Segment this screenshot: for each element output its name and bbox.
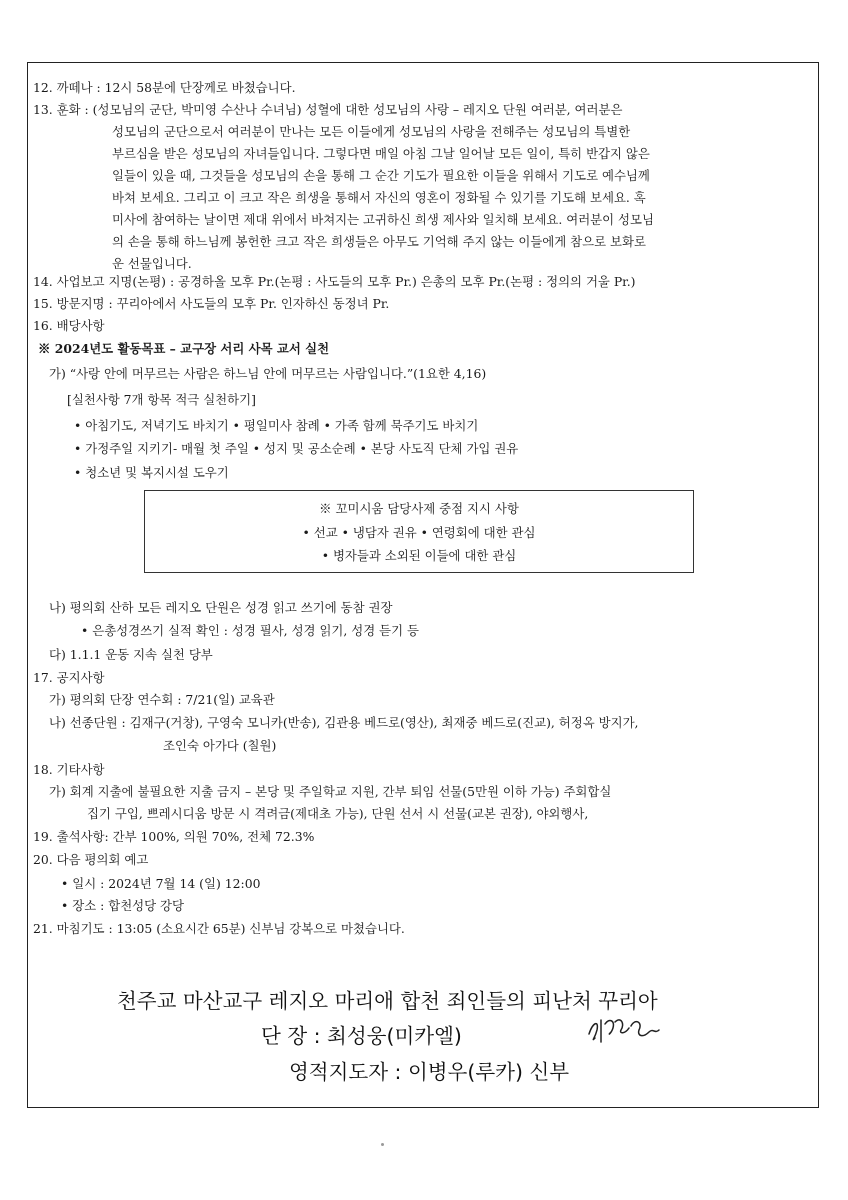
box-line: • 선교 • 냉담자 권유 • 연령회에 대한 관심 — [302, 525, 536, 540]
practice-heading: [실천사항 7개 항목 적극 실천하기] — [67, 392, 256, 407]
item-13-line: 일들이 있을 때, 그것들을 성모님의 손을 통해 그 순간 기도가 필요한 이들을 위해서 기도로 예수님께 — [112, 168, 650, 183]
item-14: 14. 사업보고 지명(논평) : 공경하올 모후 Pr.(논평 : 사도들의 모후 Pr.) 은총의 모후 Pr.(논평 : 정의의 거울 Pr.) — [33, 274, 636, 289]
item-13-line: 운 선물입니다. — [112, 256, 192, 271]
item-20-bullet: • 장소 : 합천성당 강당 — [61, 898, 184, 913]
comitium-directive-box — [144, 490, 694, 573]
item-18-ga-cont: 집기 구입, 쁘레시디움 방문 시 격려금(제대초 가능), 단원 선서 시 선물(교본 권장), 야외행사, — [87, 806, 589, 821]
item-16-ga: 가) “사랑 안에 머무르는 사람은 하느님 안에 머무르는 사람입니다.”(1요한 4,16) — [49, 366, 487, 381]
handwritten-signature — [585, 1008, 665, 1052]
activity-goal: ※ 2024년도 활동목표 – 교구장 서리 사목 교서 실천 — [38, 341, 330, 356]
practice-bullet: • 청소년 및 복지시설 도우기 — [74, 465, 229, 480]
item-21: 21. 마침기도 : 13:05 (소요시간 65분) 신부님 강복으로 마쳤습니다. — [33, 921, 405, 936]
item-13-line: 바쳐 보세요. 그리고 이 크고 작은 희생을 통해서 자신의 영혼이 정화될 수 있기를 기도해 보세요. 혹 — [112, 190, 646, 205]
item-17: 17. 공지사항 — [33, 670, 105, 685]
practice-bullet: • 아침기도, 저녁기도 바치기 • 평일미사 참례 • 가족 함께 묵주기도 바치기 — [74, 418, 479, 433]
footer-leader: 단 장 : 최성웅(미카엘) — [261, 1024, 462, 1048]
box-line: • 병자들과 소외된 이들에 대한 관심 — [321, 548, 517, 563]
item-16-na: 나) 평의회 산하 모든 레지오 단원은 성경 읽고 쓰기에 동참 권장 — [49, 600, 393, 615]
item-18-ga: 가) 회계 지출에 불필요한 지출 금지 – 본당 및 주일학교 지원, 간부 퇴임 선물(5만원 이하 가능) 주회합실 — [49, 784, 612, 799]
item-12: 12. 까떼나 : 12시 58분에 단장께로 바쳤습니다. — [33, 80, 296, 95]
item-17-ga: 가) 평의회 단장 연수회 : 7/21(일) 교육관 — [49, 692, 275, 707]
footer-organization: 천주교 마산교구 레지오 마리애 합천 죄인들의 피난처 꾸리아 — [117, 989, 658, 1013]
item-20-bullet: • 일시 : 2024년 7월 14 (일) 12:00 — [61, 876, 261, 891]
item-18: 18. 기타사항 — [33, 762, 105, 777]
item-15: 15. 방문지명 : 꾸리아에서 사도들의 모후 Pr. 인자하신 동정녀 Pr. — [33, 296, 390, 311]
item-16: 16. 배당사항 — [33, 318, 105, 333]
item-16-na-bullet: • 은총성경쓰기 실적 확인 : 성경 필사, 성경 읽기, 성경 듣기 등 — [81, 623, 419, 638]
scan-speck — [381, 1143, 384, 1146]
item-13-line: 13. 훈화 : (성모님의 군단, 박미영 수산나 수녀님) 성혈에 대한 성모님의 사랑 – 레지오 단원 여러분, 여러분은 — [33, 102, 623, 117]
practice-bullet: • 가정주일 지키기- 매월 첫 주일 • 성지 및 공소순례 • 본당 사도직 단체 가입 권유 — [74, 441, 519, 456]
box-title: ※ 꼬미시움 담당사제 중점 지시 사항 — [319, 501, 519, 516]
item-16-da: 다) 1.1.1 운동 지속 실천 당부 — [49, 647, 213, 662]
item-13-line: 부르심을 받은 성모님의 자녀들입니다. 그렇다면 매일 아침 그날 일어날 모든 일이, 특히 반갑지 않은 — [112, 146, 650, 161]
item-13-line: 미사에 참여하는 날이면 제대 위에서 바쳐지는 고귀하신 희생 제사와 일치해 보세요. 여러분이 성모님 — [112, 212, 654, 227]
item-13-line: 의 손을 통해 하느님께 봉헌한 크고 작은 희생들은 아무도 기억해 주지 않는 이들에게 참으로 보화로 — [112, 234, 646, 249]
item-20: 20. 다음 평의회 예고 — [33, 852, 149, 867]
footer-director: 영적지도자 : 이병우(루카) 신부 — [289, 1060, 570, 1084]
item-19: 19. 출석사항: 간부 100%, 의원 70%, 전체 72.3% — [33, 829, 315, 844]
item-17-na: 나) 선종단원 : 김재구(거창), 구영숙 모니카(반송), 김관용 베드로(영산), 최재중 베드로(진교), 허정옥 방지가, — [49, 715, 639, 730]
item-13-line: 성모님의 군단으로서 여러분이 만나는 모든 이들에게 성모님의 사랑을 전해주는 성모님의 특별한 — [112, 124, 631, 139]
item-17-na-cont: 조인숙 아가다 (칠원) — [163, 738, 277, 753]
